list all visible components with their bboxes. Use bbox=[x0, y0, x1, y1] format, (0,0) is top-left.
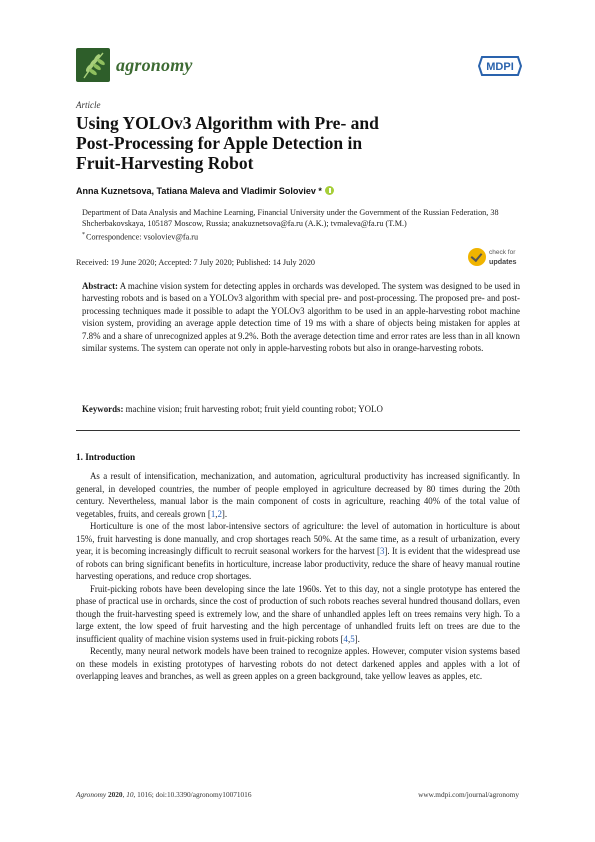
affiliation-block bbox=[82, 207, 522, 243]
abstract bbox=[82, 280, 520, 355]
footer-journal: Agronomy bbox=[76, 790, 107, 799]
section-divider bbox=[76, 430, 520, 431]
citation-link[interactable]: 4 bbox=[343, 633, 348, 644]
authors-text: Anna Kuznetsova, Tatiana Maleva and Vladimir Soloviev * bbox=[76, 186, 322, 196]
orcid-icon[interactable] bbox=[325, 186, 334, 195]
correspondence-marker: * bbox=[82, 231, 85, 238]
publication-dates: Received: 19 June 2020; Accepted: 7 July 2020; Published: 14 July 2020 bbox=[76, 258, 316, 267]
title-line: Post-Processing for Apple Detection in bbox=[76, 133, 363, 153]
abstract-label: Abstract: bbox=[82, 281, 118, 291]
keywords-label: Keywords: bbox=[82, 404, 124, 414]
wheat-icon bbox=[76, 48, 110, 82]
paragraph: Horticulture is one of the most labor-intensive sectors of agriculture: the level of automation in horticulture is about 15%, fruit harvesting is done manually, and crop shortages reach 50%. At the same time, as a result of urbanization, every year, it is becoming increasingly difficult to recruit seasonal workers for the harvest [3]. It is evident that the widespread use of robots can bring significant benefits in horticulture, increase labor productivity, reduce the share of heavy manual routine harvesting operations, and reduce crop shortages. bbox=[76, 521, 520, 581]
paragraph: Fruit-picking robots have been developing since the late 1960s. Yet to this day, not a single prototype has entered the phase of practical use in orchards, since the cost of production of such robots reaches several hundred thousand dollars, even though the fruit-harvesting speed is extremely low, and the share of unhandled apples left on trees remains very high. To a large extent, the low speed of fruit harvesting and the high percentage of unhandled fruits left on trees are due to the insufficient quality of machine vision systems used in fruit-picking robots [4,5]. bbox=[76, 583, 520, 644]
correspondence-line bbox=[82, 230, 522, 243]
mdpi-logo-text: MDPI bbox=[486, 61, 514, 73]
section-body bbox=[76, 470, 520, 683]
paper-title bbox=[76, 113, 516, 173]
section-heading: 1. Introduction bbox=[76, 452, 136, 462]
author-list bbox=[76, 186, 334, 196]
footer-volume: 10 bbox=[126, 790, 134, 799]
citation-link[interactable]: 2 bbox=[217, 508, 222, 519]
paragraph: Recently, many neural network models have been trained to recognize apples. However, computer vision systems based on these models in existing prototypes of harvesting robots do not detect darkened apples and apples with a lot of overlapping leaves and branches, as well as green apples on a green background, take yellow leaves as apples, etc. bbox=[76, 646, 520, 681]
check-updates-line1: check for bbox=[489, 249, 516, 256]
paragraph: As a result of intensification, mechanization, and automation, agricultural productivity has increased significantly. In general, in developed countries, the number of people employed in agriculture decreased by 80 times during the 20th century. Nevertheless, manual labor is the main component of costs in agriculture, reaching 40% of the total value of vegetables, fruits, and cereals grown [1,2]. bbox=[76, 471, 520, 519]
footer-url[interactable]: www.mdpi.com/journal/agronomy bbox=[418, 790, 519, 799]
footer-year: 2020 bbox=[107, 790, 123, 799]
title-line: Using YOLOv3 Algorithm with Pre- and bbox=[76, 113, 379, 133]
check-updates-line2: updates bbox=[489, 257, 517, 266]
correspondence-text: Correspondence: vsoloviev@fa.ru bbox=[86, 232, 199, 242]
citation-link[interactable]: 5 bbox=[350, 633, 355, 644]
journal-name: agronomy bbox=[116, 55, 193, 75]
citation-link[interactable]: 1 bbox=[210, 508, 216, 519]
footer-citation: Agronomy 2020, 10, 1016; doi:10.3390/agronomy10071016 bbox=[76, 790, 252, 799]
article-type: Article bbox=[76, 100, 101, 110]
keywords bbox=[82, 404, 520, 414]
title-line: Fruit-Harvesting Robot bbox=[76, 153, 254, 173]
mdpi-logo bbox=[478, 55, 522, 77]
citation-link[interactable]: 3 bbox=[379, 546, 385, 556]
abstract-text: A machine vision system for detecting apples in orchards was developed. The system was designed to be used in harvesting robots and is based on a YOLOv3 algorithm with special pre- and post-processing. The proposed pre- and post-processing techniques made it possible to adapt the YOLOv3 algorithm to be used in an apple-harvesting robot machine vision system, providing an average apple detection time of 19 ms with a share of objects being mistaken for apples at 7.8% and a share of unrecognized apples at 9.2%. Both the average detection time and error rates are less than in all known similar systems. The system can operate not only in apple-harvesting robots but also in orange-harvesting robots. bbox=[82, 281, 521, 354]
check-updates-icon bbox=[468, 248, 486, 266]
footer-doi: , 1016; doi:10.3390/agronomy10071016 bbox=[133, 790, 252, 799]
affiliation-line: Department of Data Analysis and Machine Learning, Financial University under the Government of the Russian Federation, 38 Shcherbakovskaya, 105187 Moscow, Russia; anakuznetsova@fa.ru (A.K.); tvmaleva@fa.ru (T.M.) bbox=[82, 208, 499, 229]
check-for-updates-badge[interactable] bbox=[468, 248, 524, 270]
keywords-text: machine vision; fruit harvesting robot; fruit yield counting robot; YOLO bbox=[125, 404, 383, 414]
